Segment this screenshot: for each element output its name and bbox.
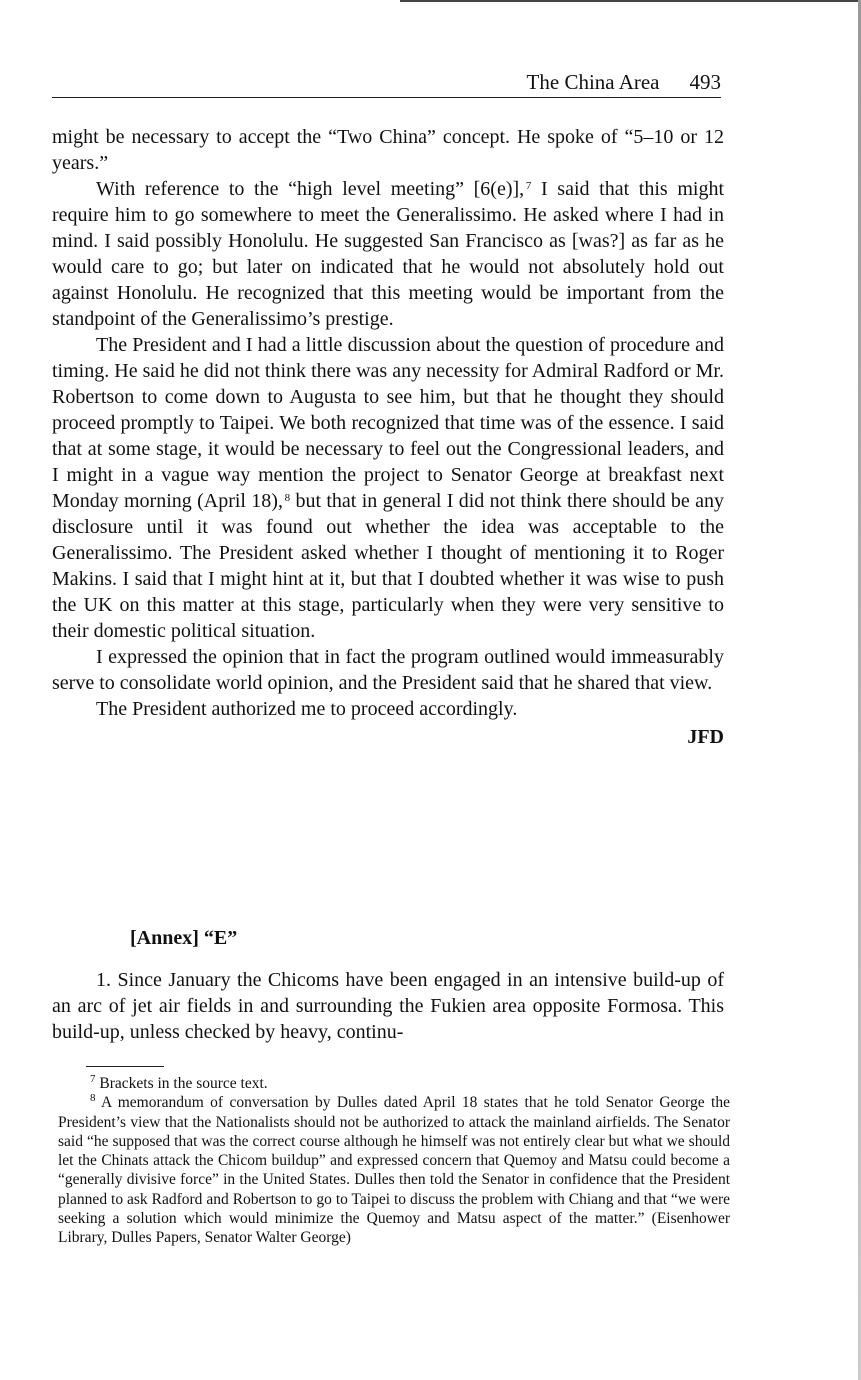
footnote-divider	[86, 1066, 164, 1067]
paragraph-4: I expressed the opinion that in fact the program outlined would immeasurably serve to consolidate world opinion, and the President said that he shared that view.	[52, 646, 724, 694]
paragraph-2-rest: I said that this might require him to go somewhere to meet the Generalissimo. He asked where I had in mind. I said possibly Honolulu. He suggested San Francisco as [was?] as far as he would care to go; but later on indicated that he would not absolutely hold out against Honolulu. He recognized that this meeting would be important from the standpoint of the Generalissimo’s prestige.	[52, 178, 725, 330]
body-text	[52, 124, 724, 750]
footnotes	[58, 1074, 730, 1248]
paragraph-1: might be necessary to accept the “Two China” concept. He spoke of “5–10 or 12 years.”	[52, 126, 724, 174]
top-edge-rule	[400, 0, 861, 2]
paragraph-2-lead: With reference to the “high level meeting” [6(e)],	[96, 178, 525, 200]
footnote-7-number: 7	[90, 1073, 96, 1085]
footnote-ref-8[interactable]: 8	[284, 492, 291, 504]
page-number: 493	[689, 70, 721, 94]
footnote-7-text: Brackets in the source text.	[99, 1075, 268, 1092]
paragraph-3-rest: but that in general I did not think there should be any disclosure until it was found out whether the idea was acceptable to the Generalissimo. The President asked whether I thought of mentioning it to Roger Makins. I said that I might hint at it, but that I doubted whether it was wise to push the UK on this matter at this stage, particularly when they were very sensitive to their domestic political situation.	[52, 490, 725, 642]
footnote-8-text: A memorandum of conversation by Dulles dated April 18 states that he told Senator George the President’s view that the Nationalists should not be authorized to attack the mainland airfields. The Senator said “he supposed that was the correct course although he himself was not entirely clear but what we should let the Chinats attack the Chicom buildup” and expressed concern that Quemoy and Matsu could become a “generally divisive force” in the United States. Dulles then told the Senator in confidence that the President planned to ask Radford and Robertson to go to Taipei to discuss the problem with Chiang and that “we were seeking a solution which would minimize the Quemoy and Matsu aspect of the matter.” (Eisenhower Library, Dulles Papers, Senator Walter George)	[58, 1094, 730, 1247]
annex-paragraph-1: 1. Since January the Chicoms have been engaged in an intensive build-up of an arc of jet air fields in and surrounding the Fukien area opposite Formosa. This build-up, unless checked by heavy, continu-	[52, 969, 724, 1043]
header-section-title: The China Area	[526, 70, 660, 94]
paragraph-2	[52, 176, 724, 332]
running-header	[52, 68, 721, 98]
paragraph-3-lead: The President and I had a little discussion about the question of procedure and timing. He said he did not think there was any necessity for Admiral Radford or Mr. Robertson to come down to Augusta to see him, but that he thought they should proceed promptly to Taipei. We both recognized that time was of the essence. I said that at some stage, it would be necessary to feel out the Congressional leaders, and I might in a vague way mention the project to Senator George at breakfast next Monday morning (April 18),	[52, 334, 724, 512]
footnote-8-number: 8	[90, 1092, 96, 1105]
paragraph-3	[52, 332, 724, 644]
paragraph-5: The President authorized me to proceed accordingly.	[96, 698, 518, 720]
signature-initials: JFD	[687, 726, 724, 748]
annex-body	[52, 967, 724, 1045]
footnote-7	[58, 1074, 730, 1093]
footnote-8	[58, 1093, 730, 1247]
annex-heading: [Annex] “E”	[130, 927, 238, 949]
footnote-ref-7[interactable]: 7	[525, 180, 532, 192]
